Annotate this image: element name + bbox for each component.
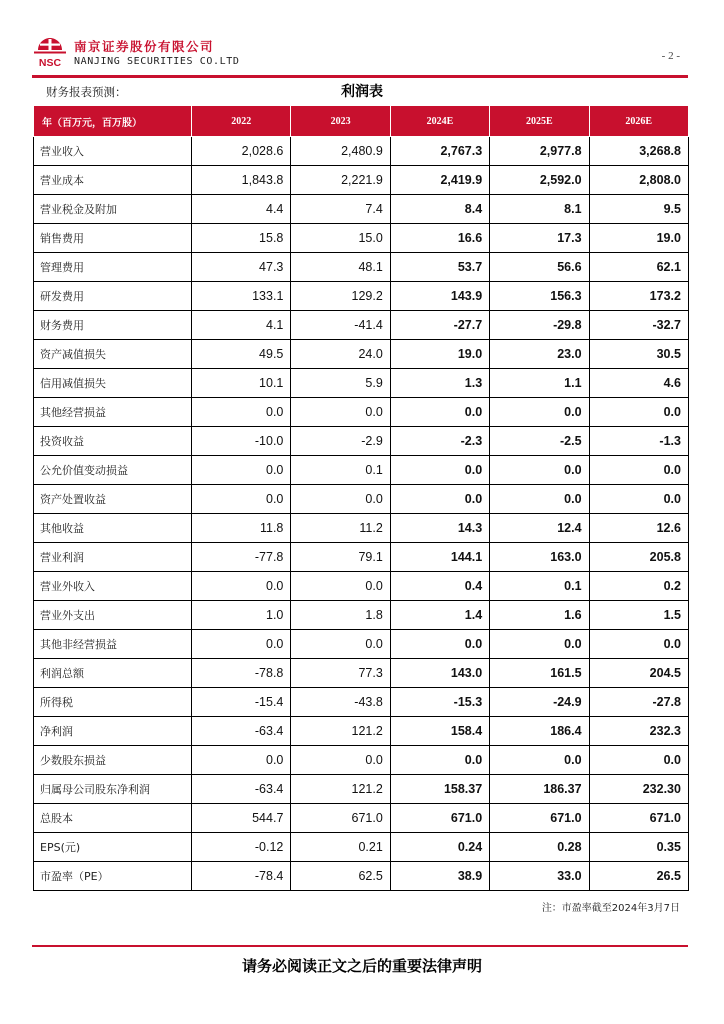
row-label: 营业成本 [34,166,192,195]
row-value: 19.0 [589,224,688,253]
row-value: 19.0 [390,340,489,369]
row-value: 0.0 [589,485,688,514]
row-value: 26.5 [589,862,688,891]
row-value: -78.8 [192,659,291,688]
row-value: 53.7 [390,253,489,282]
table-row [34,862,689,891]
row-label: 净利润 [34,717,192,746]
row-value: 671.0 [390,804,489,833]
table-row [34,340,689,369]
row-value: 0.0 [291,398,390,427]
table-row [34,514,689,543]
row-value: 62.1 [589,253,688,282]
legal-disclaimer: 请务必阅读正文之后的重要法律声明 [241,957,482,975]
row-value: 15.8 [192,224,291,253]
row-value: 23.0 [490,340,589,369]
row-value: -15.3 [390,688,489,717]
row-value: 156.3 [490,282,589,311]
row-value: 2,808.0 [589,166,688,195]
table-row [34,195,689,224]
row-value: 0.0 [192,630,291,659]
row-value: 232.3 [589,717,688,746]
row-value: -78.4 [192,862,291,891]
row-label: 其他收益 [34,514,192,543]
row-value: -77.8 [192,543,291,572]
row-label: 营业利润 [34,543,192,572]
row-value: 671.0 [490,804,589,833]
row-label: 投资收益 [34,427,192,456]
row-value: -10.0 [192,427,291,456]
row-label: 少数股东损益 [34,746,192,775]
row-value: 0.0 [192,485,291,514]
row-value: 0.28 [490,833,589,862]
row-value: 0.0 [390,398,489,427]
row-value: 10.1 [192,369,291,398]
row-value: 0.0 [589,746,688,775]
row-label: 资产处置收益 [34,485,192,514]
row-value: 163.0 [490,543,589,572]
nsc-logo [31,36,69,70]
row-label: 市盈率（PE） [34,862,192,891]
row-value: 12.6 [589,514,688,543]
row-label: 销售费用 [34,224,192,253]
row-value: 0.0 [490,456,589,485]
column-header: 年（百万元，百万股） [34,106,192,137]
row-value: 0.0 [291,630,390,659]
row-value: 2,767.3 [390,137,489,166]
row-value: 15.0 [291,224,390,253]
row-value: -27.8 [589,688,688,717]
row-value: 0.1 [490,572,589,601]
row-value: 77.3 [291,659,390,688]
table-header-row [34,106,689,137]
row-value: 121.2 [291,775,390,804]
row-value: 158.37 [390,775,489,804]
row-label: 所得税 [34,688,192,717]
company-name-cn: 南京证券股份有限公司 [74,39,215,54]
row-value: 33.0 [490,862,589,891]
row-value: -43.8 [291,688,390,717]
table-row [34,485,689,514]
table-row [34,659,689,688]
row-value: 17.3 [490,224,589,253]
row-label: EPS(元) [34,833,192,862]
row-value: 205.8 [589,543,688,572]
row-value: 1.0 [192,601,291,630]
table-row [34,398,689,427]
row-value: 56.6 [490,253,589,282]
row-value: 1.4 [390,601,489,630]
column-header: 2022 [192,106,291,137]
row-value: 0.0 [589,456,688,485]
row-value: 133.1 [192,282,291,311]
row-label: 财务费用 [34,311,192,340]
table-title: 利润表 [341,84,383,100]
table-row [34,282,689,311]
table-row [34,572,689,601]
row-value: 0.0 [192,398,291,427]
row-value: 0.0 [490,485,589,514]
table-row [34,456,689,485]
table-row [34,601,689,630]
row-label: 研发费用 [34,282,192,311]
row-label: 管理费用 [34,253,192,282]
row-value: 0.0 [390,456,489,485]
row-value: -15.4 [192,688,291,717]
row-value: 129.2 [291,282,390,311]
row-value: 173.2 [589,282,688,311]
row-value: -32.7 [589,311,688,340]
row-value: 158.4 [390,717,489,746]
row-value: 0.35 [589,833,688,862]
table-row [34,688,689,717]
income-statement-table [33,105,689,891]
logo-text: NSC [38,57,62,69]
row-value: 0.0 [192,746,291,775]
table-row [34,543,689,572]
row-label: 利润总额 [34,659,192,688]
row-value: 62.5 [291,862,390,891]
row-value: 16.6 [390,224,489,253]
row-value: 161.5 [490,659,589,688]
row-value: 1.3 [390,369,489,398]
row-value: 0.0 [390,630,489,659]
row-value: 1.8 [291,601,390,630]
row-value: 2,977.8 [490,137,589,166]
row-label: 营业税金及附加 [34,195,192,224]
row-value: 0.4 [390,572,489,601]
table-row [34,137,689,166]
table-row [34,166,689,195]
row-value: 186.37 [490,775,589,804]
row-value: 0.0 [291,746,390,775]
table-row [34,311,689,340]
row-value: 3,268.8 [589,137,688,166]
row-value: 30.5 [589,340,688,369]
row-value: 9.5 [589,195,688,224]
row-label: 归属母公司股东净利润 [34,775,192,804]
column-header: 2023 [291,106,390,137]
row-value: -63.4 [192,775,291,804]
row-value: -63.4 [192,717,291,746]
table-row [34,369,689,398]
row-value: 0.0 [291,572,390,601]
row-value: 38.9 [390,862,489,891]
table-row [34,630,689,659]
row-label: 信用减值损失 [34,369,192,398]
row-value: 0.0 [589,630,688,659]
row-label: 总股本 [34,804,192,833]
row-value: 0.0 [291,485,390,514]
row-value: 0.0 [192,456,291,485]
row-value: 671.0 [291,804,390,833]
row-value: 4.6 [589,369,688,398]
table-row [34,833,689,862]
row-value: 5.9 [291,369,390,398]
row-value: 1.1 [490,369,589,398]
row-value: 0.0 [192,572,291,601]
row-label: 其他经营损益 [34,398,192,427]
row-value: 143.0 [390,659,489,688]
row-value: 4.1 [192,311,291,340]
row-value: 1.5 [589,601,688,630]
table-row [34,746,689,775]
row-value: 8.1 [490,195,589,224]
row-value: 0.0 [589,398,688,427]
row-value: 47.3 [192,253,291,282]
row-value: -2.9 [291,427,390,456]
table-row [34,253,689,282]
page-number: - 2 - [661,50,680,62]
row-label: 其他非经营损益 [34,630,192,659]
row-value: 0.0 [490,746,589,775]
row-value: 121.2 [291,717,390,746]
table-row [34,427,689,456]
company-name-en: NANJING SECURITIES CO.LTD [74,56,240,67]
row-value: 0.0 [390,485,489,514]
row-value: -2.5 [490,427,589,456]
row-value: 144.1 [390,543,489,572]
row-value: 232.30 [589,775,688,804]
row-value: -1.3 [589,427,688,456]
row-value: 12.4 [490,514,589,543]
row-value: 8.4 [390,195,489,224]
row-value: 11.8 [192,514,291,543]
column-header: 2024E [390,106,489,137]
row-value: 14.3 [390,514,489,543]
section-label: 财务报表预测： [46,85,127,99]
footer-divider [32,945,688,947]
row-value: 11.2 [291,514,390,543]
row-value: -2.3 [390,427,489,456]
header-divider [32,75,688,78]
row-value: 0.1 [291,456,390,485]
row-value: 2,221.9 [291,166,390,195]
table-row [34,224,689,253]
row-value: 2,419.9 [390,166,489,195]
row-label: 资产减值损失 [34,340,192,369]
row-value: 0.0 [490,398,589,427]
row-label: 营业外支出 [34,601,192,630]
row-value: 2,028.6 [192,137,291,166]
pe-note: 注：市盈率截至2024年3月7日 [541,903,680,914]
row-value: 671.0 [589,804,688,833]
row-value: 49.5 [192,340,291,369]
row-value: -29.8 [490,311,589,340]
row-value: 48.1 [291,253,390,282]
row-label: 营业外收入 [34,572,192,601]
column-header: 2025E [490,106,589,137]
row-value: 0.24 [390,833,489,862]
column-header: 2026E [589,106,688,137]
row-value: 79.1 [291,543,390,572]
row-value: 1.6 [490,601,589,630]
row-value: 2,480.9 [291,137,390,166]
row-label: 公允价值变动损益 [34,456,192,485]
row-value: 7.4 [291,195,390,224]
row-value: 0.0 [390,746,489,775]
row-value: 24.0 [291,340,390,369]
row-value: 143.9 [390,282,489,311]
row-value: -41.4 [291,311,390,340]
row-value: 0.0 [490,630,589,659]
row-value: -0.12 [192,833,291,862]
row-value: 1,843.8 [192,166,291,195]
row-value: 0.21 [291,833,390,862]
row-value: 2,592.0 [490,166,589,195]
table-row [34,775,689,804]
row-value: 0.2 [589,572,688,601]
row-value: 544.7 [192,804,291,833]
table-row [34,717,689,746]
table-body [34,137,689,891]
row-value: 4.4 [192,195,291,224]
row-label: 营业收入 [34,137,192,166]
row-value: -27.7 [390,311,489,340]
row-value: 186.4 [490,717,589,746]
row-value: -24.9 [490,688,589,717]
table-row [34,804,689,833]
row-value: 204.5 [589,659,688,688]
